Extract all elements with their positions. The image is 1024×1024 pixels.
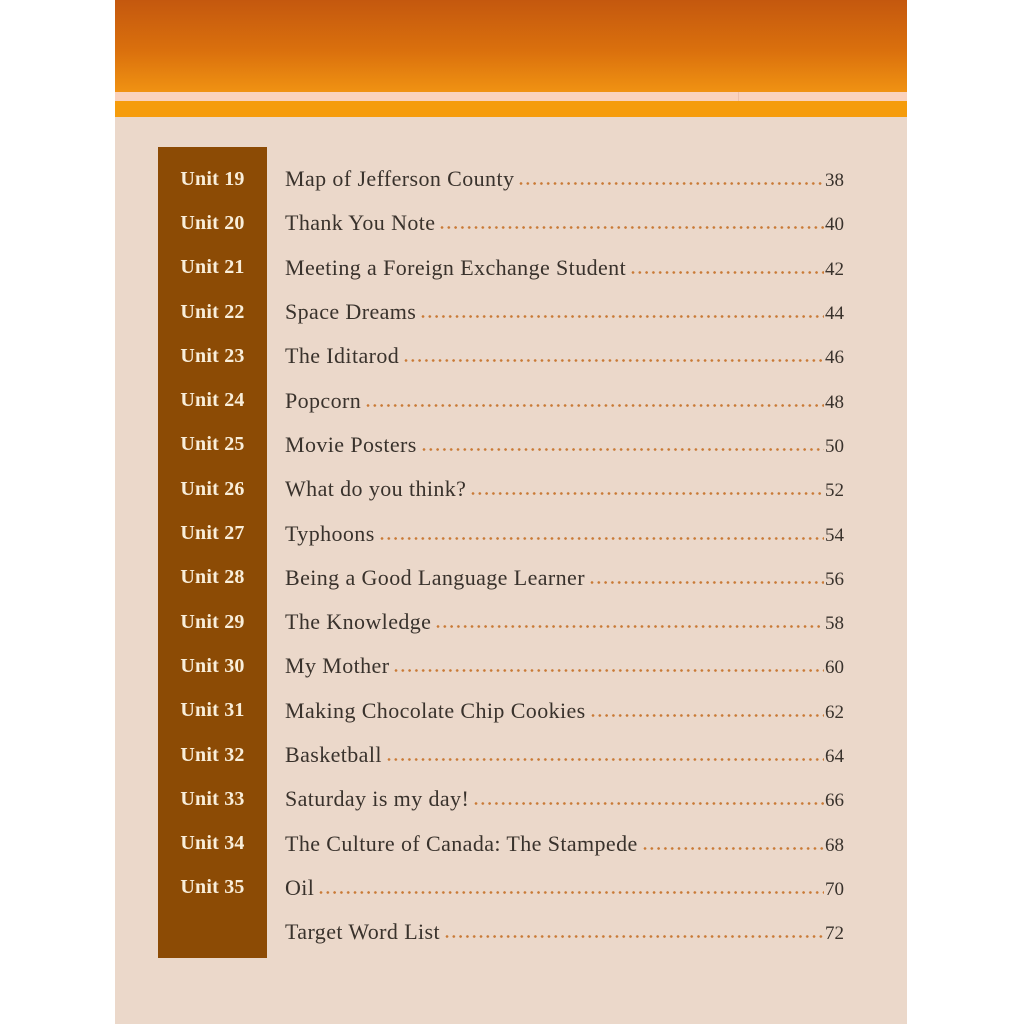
toc-row-main	[267, 609, 844, 635]
page-number: 50	[825, 435, 844, 457]
dotted-leader	[422, 447, 824, 452]
row-title: Saturday is my day!	[285, 786, 470, 812]
unit-label: Unit 28	[180, 566, 245, 589]
toc-row	[158, 246, 844, 290]
row-title: Movie Posters	[285, 431, 417, 457]
row-title: Map of Jefferson County	[285, 166, 515, 192]
row-title: Oil	[285, 874, 315, 900]
row-title: My Mother	[285, 653, 390, 679]
orange-accent-band	[115, 101, 907, 117]
toc-row-main	[267, 919, 844, 945]
row-title: Being a Good Language Learner	[285, 564, 585, 590]
dotted-leader	[366, 403, 824, 408]
row-title: Meeting a Foreign Exchange Student	[285, 254, 627, 280]
unit-label: Unit 30	[180, 654, 245, 677]
dotted-leader	[387, 757, 824, 762]
unit-label: Unit 19	[180, 167, 245, 190]
unit-label: Unit 34	[180, 832, 245, 855]
dotted-leader	[590, 580, 824, 585]
unit-label: Unit 32	[180, 743, 245, 766]
toc-row-main	[267, 255, 844, 281]
toc-row	[158, 866, 844, 910]
unit-label: Unit 21	[180, 256, 245, 279]
unit-label: Unit 24	[180, 389, 245, 412]
unit-label: Unit 22	[180, 300, 245, 323]
page-number: 56	[825, 568, 844, 590]
page-number: 68	[825, 834, 844, 856]
row-title: What do you think?	[285, 476, 467, 502]
toc-row-main	[267, 653, 844, 679]
unit-label: Unit 26	[180, 477, 245, 500]
toc-row	[158, 644, 844, 688]
toc-row	[158, 556, 844, 600]
page-number: 42	[825, 258, 844, 280]
toc-row-main	[267, 831, 844, 857]
page-number: 54	[825, 524, 844, 546]
page-number: 60	[825, 657, 844, 679]
dotted-leader	[474, 801, 824, 806]
page-number: 52	[825, 480, 844, 502]
row-title: Making Chocolate Chip Cookies	[285, 697, 586, 723]
toc-row	[158, 600, 844, 644]
toc-row	[158, 689, 844, 733]
row-title: Target Word List	[285, 919, 441, 945]
page-number: 58	[825, 613, 844, 635]
toc-row-main	[267, 432, 844, 458]
toc-content-area	[115, 117, 907, 1024]
page-number: 40	[825, 214, 844, 236]
toc-row-main	[267, 521, 844, 547]
row-title: The Knowledge	[285, 609, 432, 635]
toc-row	[158, 378, 844, 422]
pink-band-seam	[738, 92, 739, 101]
row-title: The Iditarod	[285, 343, 400, 369]
toc-rows	[158, 147, 844, 954]
dotted-leader	[404, 358, 824, 363]
page-number: 46	[825, 347, 844, 369]
unit-label: Unit 23	[180, 344, 245, 367]
dotted-leader	[394, 668, 824, 673]
header-gradient-band	[115, 0, 907, 92]
dotted-leader	[591, 713, 824, 718]
row-title: Space Dreams	[285, 299, 417, 325]
page-number: 66	[825, 790, 844, 812]
toc-row-main	[267, 742, 844, 768]
dotted-leader	[631, 270, 824, 275]
unit-label: Unit 20	[180, 211, 245, 234]
toc-row-main	[267, 343, 844, 369]
dotted-leader	[445, 934, 824, 939]
book-page	[115, 0, 907, 1024]
toc-row	[158, 423, 844, 467]
toc-row	[158, 733, 844, 777]
page-number: 70	[825, 878, 844, 900]
unit-label: Unit 29	[180, 610, 245, 633]
page-number: 44	[825, 303, 844, 325]
unit-label: Unit 33	[180, 787, 245, 810]
pink-accent-band	[115, 92, 907, 101]
toc-row	[158, 157, 844, 201]
page-number: 62	[825, 701, 844, 723]
dotted-leader	[380, 536, 824, 541]
toc-row-main	[267, 875, 844, 901]
page-number: 64	[825, 746, 844, 767]
toc-row	[158, 511, 844, 555]
toc-row-main	[267, 565, 844, 591]
dotted-leader	[440, 225, 824, 230]
dotted-leader	[436, 624, 824, 629]
row-title: Basketball	[285, 742, 382, 767]
toc-row-main	[267, 210, 844, 236]
toc-row-main	[267, 698, 844, 724]
row-title: The Culture of Canada: The Stampede	[285, 830, 638, 856]
toc-row	[158, 777, 844, 821]
row-title: Typhoons	[285, 520, 375, 546]
toc-row-main	[267, 388, 844, 414]
table-of-contents	[158, 147, 844, 958]
toc-row-main	[267, 786, 844, 812]
toc-row-main	[267, 299, 844, 325]
dotted-leader	[319, 890, 824, 895]
page-number: 38	[825, 170, 844, 192]
row-title: Thank You Note	[285, 210, 436, 236]
dotted-leader	[471, 491, 824, 496]
row-title: Popcorn	[285, 387, 362, 413]
unit-label: Unit 35	[180, 876, 245, 899]
toc-row	[158, 821, 844, 865]
toc-row-main	[267, 476, 844, 502]
unit-label: Unit 31	[180, 699, 245, 722]
toc-row	[158, 334, 844, 378]
dotted-leader	[643, 846, 824, 851]
toc-row-main	[267, 166, 844, 192]
unit-label: Unit 25	[180, 433, 245, 456]
dotted-leader	[421, 314, 824, 319]
dotted-leader	[519, 181, 824, 186]
page-number: 72	[825, 923, 844, 945]
unit-label: Unit 27	[180, 522, 245, 545]
toc-row	[158, 201, 844, 245]
page-number: 48	[825, 391, 844, 413]
toc-row	[158, 467, 844, 511]
toc-row	[158, 910, 844, 954]
toc-row	[158, 290, 844, 334]
